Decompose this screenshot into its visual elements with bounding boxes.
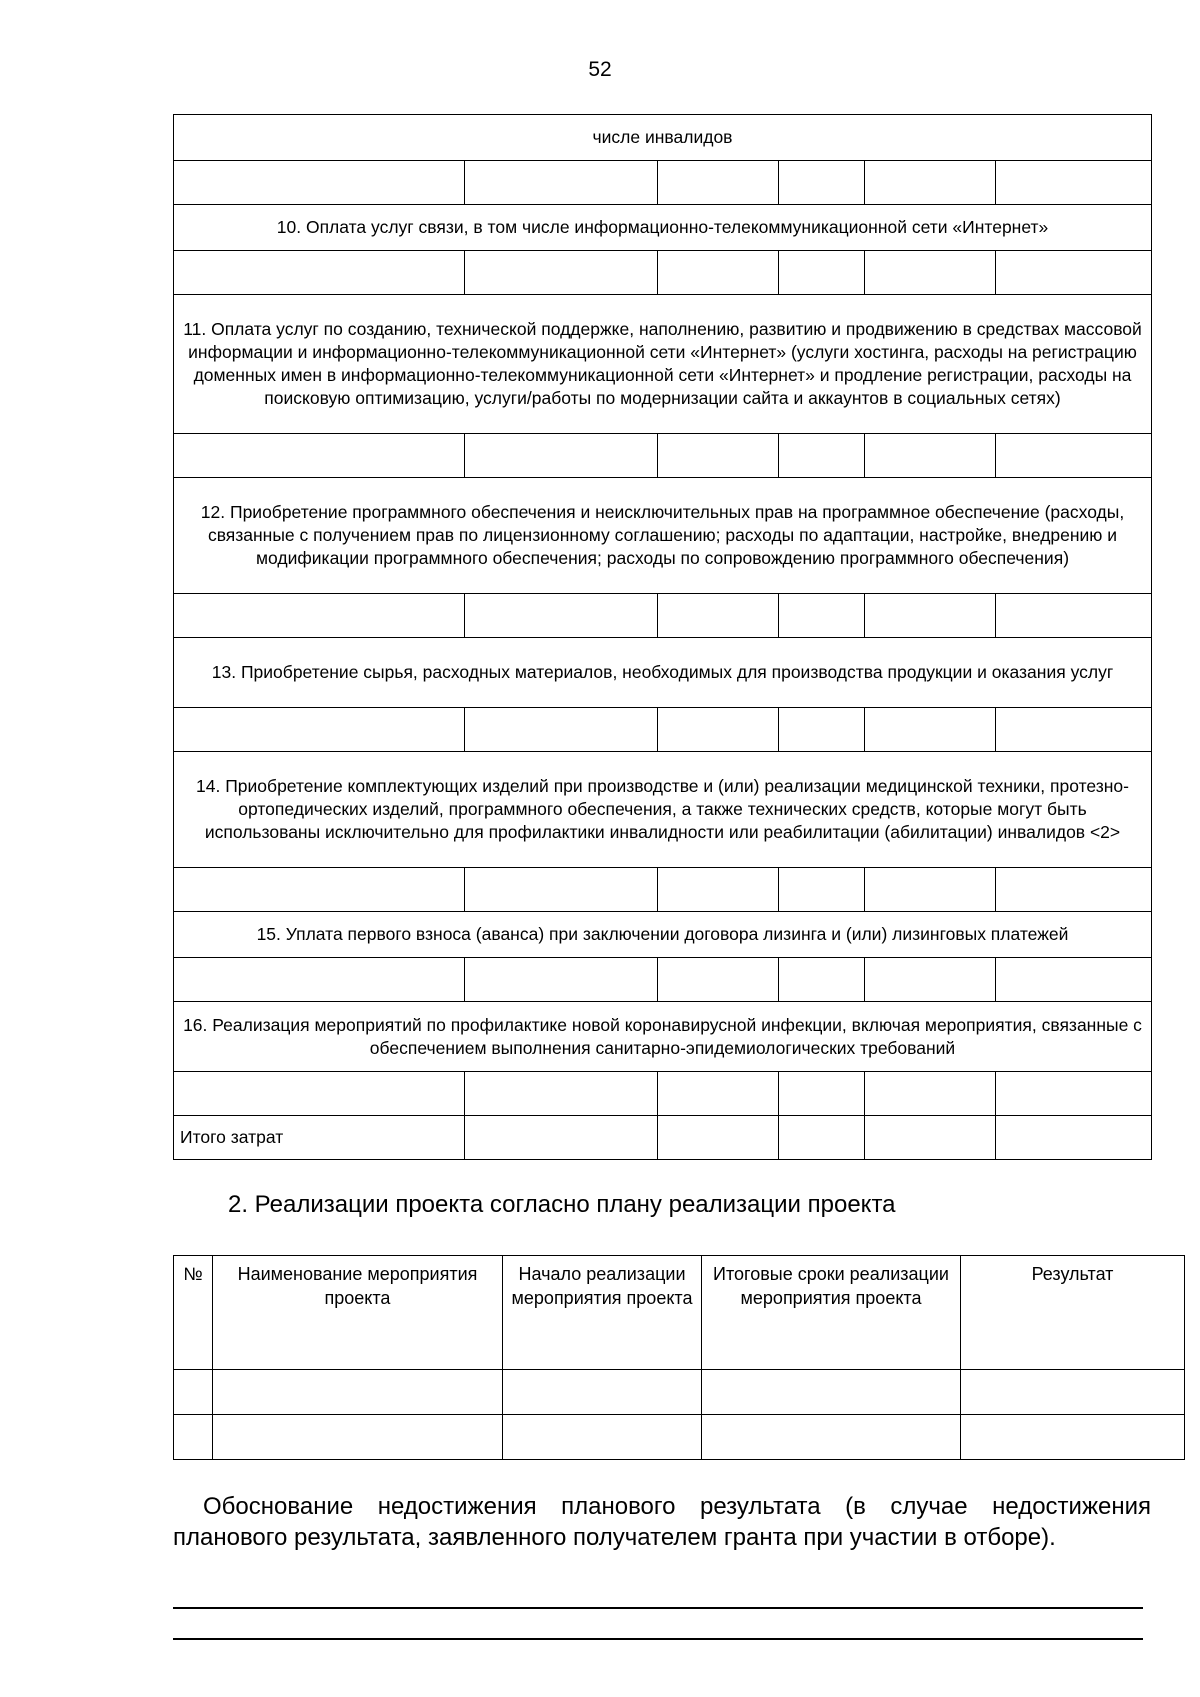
blank-line xyxy=(173,1607,1143,1609)
cost-category-label: 16. Реализация мероприятий по профилактике новой коронавирусной инфекции, включая мероприятия, связанные с обеспечением выполнения санитарно-эпидемиологических требований xyxy=(174,1002,1152,1072)
justification-line-2: планового результата, заявленного получателем гранта при участии в отборе). xyxy=(173,1524,1056,1551)
cost-category-label: 13. Приобретение сырья, расходных материалов, необходимых для производства продукции и оказания услуг xyxy=(174,638,1152,708)
table-row xyxy=(174,708,1152,752)
cost-category-row xyxy=(174,115,1152,161)
table-row xyxy=(174,434,1152,478)
cost-category-label: 10. Оплата услуг связи, в том числе информационно-телекоммуникационной сети «Интернет» xyxy=(174,205,1152,251)
table-row xyxy=(174,868,1152,912)
cost-category-label: 12. Приобретение программного обеспечения и неисключительных прав на программное обеспечение (расходы, связанные с получением прав по лицензионному соглашению; расходы по адаптации, настройке, внедрению и модификации программного обеспечения; расходы по сопровождению программного обеспечения) xyxy=(174,478,1152,594)
column-header-number: № xyxy=(174,1256,213,1370)
justification-paragraph xyxy=(173,1491,1151,1553)
page-number: 52 xyxy=(588,58,612,81)
column-header-deadline: Итоговые сроки реализации мероприятия проекта xyxy=(702,1256,961,1370)
cost-category-label: числе инвалидов xyxy=(174,115,1152,161)
cost-category-label: 11. Оплата услуг по созданию, технической поддержке, наполнению, развитию и продвижению в средствах массовой информации и информационно-телекоммуникационной сети «Интернет» (услуги хостинга, расходы на регистрацию доменных имен в информационно-телекоммуникационной сети «Интернет» и продление регистрации, расходы на поисковую оптимизацию, услуги/работы по модернизации сайта и аккаунтов в социальных сетях) xyxy=(174,295,1152,434)
table-row xyxy=(174,1415,1185,1460)
blank-line xyxy=(173,1638,1143,1640)
costs-table xyxy=(173,114,1152,1160)
cost-category-row xyxy=(174,638,1152,708)
column-header-start: Начало реализации мероприятия проекта xyxy=(503,1256,702,1370)
table-row xyxy=(174,161,1152,205)
cost-category-row xyxy=(174,752,1152,868)
cost-category-label: 14. Приобретение комплектующих изделий при производстве и (или) реализации медицинской техники, протезно-ортопедических изделий, программного обеспечения, а также технических средств, которые могут быть использованы исключительно для профилактики инвалидности или реабилитации (абилитации) инвалидов <2> xyxy=(174,752,1152,868)
section-heading: 2. Реализации проекта согласно плану реализации проекта xyxy=(228,1191,896,1218)
cost-category-row xyxy=(174,1002,1152,1072)
cost-category-row xyxy=(174,912,1152,958)
cost-category-row xyxy=(174,295,1152,434)
cost-category-row xyxy=(174,205,1152,251)
cost-category-label: 15. Уплата первого взноса (аванса) при заключении договора лизинга и (или) лизинговых платежей xyxy=(174,912,1152,958)
column-header-result: Результат xyxy=(961,1256,1185,1370)
plan-header-row xyxy=(174,1256,1185,1370)
column-header-activity: Наименование мероприятия проекта xyxy=(213,1256,503,1370)
plan-table xyxy=(173,1255,1185,1460)
table-row xyxy=(174,1370,1185,1415)
cost-category-row xyxy=(174,478,1152,594)
table-row xyxy=(174,958,1152,1002)
table-row xyxy=(174,1072,1152,1116)
table-row xyxy=(174,251,1152,295)
justification-line-1: Обоснование недостижения планового результата (в случае недостижения xyxy=(203,1493,1151,1520)
total-label: Итого затрат xyxy=(174,1116,465,1160)
total-row xyxy=(174,1116,1152,1160)
table-row xyxy=(174,594,1152,638)
